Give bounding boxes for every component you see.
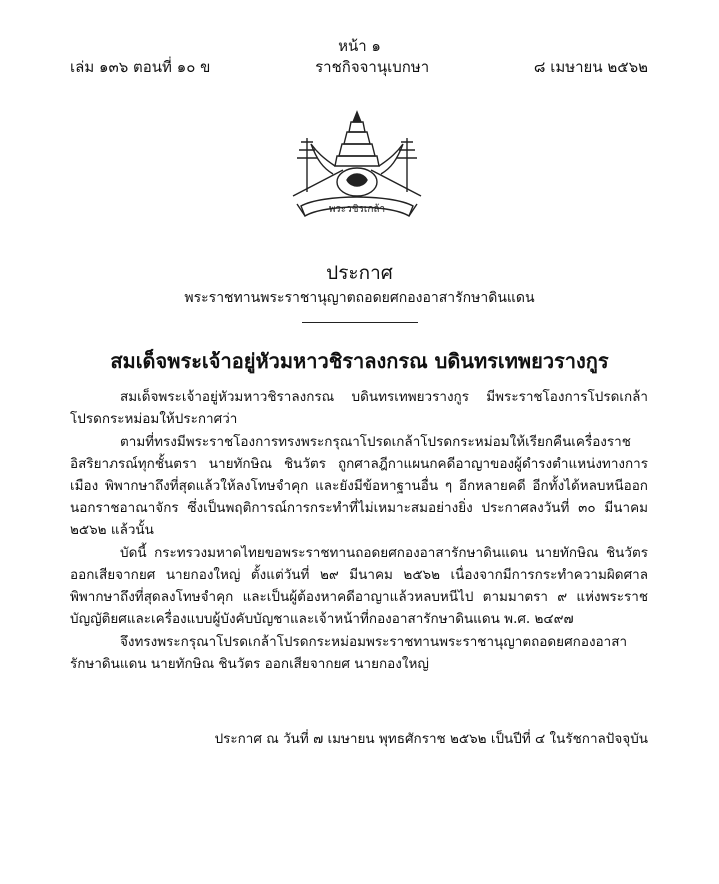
emblem-ribbon-text: พระวชิรเกล้า xyxy=(328,204,386,215)
king-title: สมเด็จพระเจ้าอยู่หัวมหาวชิราลงกรณ บดินทรเทพยวรางกูร xyxy=(110,349,609,373)
gazette-name: ราชกิจจานุเบกษา xyxy=(315,58,430,76)
gazette-header xyxy=(70,55,648,79)
volume-issue: เล่ม ๑๓๖ ตอนที่ ๑๐ ข xyxy=(70,58,211,76)
page-number: หน้า ๑ xyxy=(338,37,381,55)
announcement-body xyxy=(70,386,648,676)
paragraph-3: บัดนี้ กระทรวงมหาดไทยขอพระราชทานถอดยศกองอาสารักษาดินแดน นายทักษิณ ชินวัตร ออกเสียจากยศ นายกองใหญ่ ตั้งแต่วันที่ ๒๙ มีนาคม ๒๕๖๒ เนื่องจากมีการกระทำความผิดศาลพิพากษาถึงที่สุดลงโทษจำคุก และเป็นผู้ต้องหาคดีอาญาแล้วหลบหนีไป ตามมาตรา ๙ แห่งพระราชบัญญัติยศและเครื่องแบบผู้บังคับบัญชาและเจ้าหน้าที่กองอาสารักษาดินแดน พ.ศ. ๒๔๙๗ xyxy=(70,545,648,627)
divider xyxy=(302,322,418,323)
announcement-title: ประกาศ xyxy=(326,262,393,284)
paragraph-1: สมเด็จพระเจ้าอยู่หัวมหาวชิราลงกรณ บดินทรเทพยวรางกูร มีพระราชโองการโปรดเกล้าโปรดกระหม่อมให้ประกาศว่า xyxy=(70,389,648,427)
paragraph-2: ตามที่ทรงมีพระราชโองการทรงพระกรุณาโปรดเกล้าโปรดกระหม่อมให้เรียกคืนเครื่องราชอิสริยาภรณ์ทุกชั้นตรา นายทักษิณ ชินวัตร ถูกศาลฎีกาแผนกคดีอาญาของผู้ดำรงตำแหน่งทางการเมือง พิพากษาถึงที่สุดแล้วให้ลงโทษจำคุก และยังมีข้อหาฐานอื่น ๆ อีกหลายคดี อีกทั้งได้หลบหนีออกนอกราชอาณาจักร ซึ่งเป็นพฤติการณ์การกระทำที่ไม่เหมาะสมอย่างยิ่ง ประกาศลงวันที่ ๓๐ มีนาคม ๒๕๖๒ แล้วนั้น xyxy=(70,434,648,538)
royal-cypher-emblem-icon xyxy=(283,108,431,228)
proclamation-date: ประกาศ ณ วันที่ ๗ เมษายน พุทธศักราช ๒๕๖๒ เป็นปีที่ ๔ ในรัชกาลปัจจุบัน xyxy=(214,731,648,747)
gazette-date: ๘ เมษายน ๒๕๖๒ xyxy=(533,58,648,76)
paragraph-4: จึงทรงพระกรุณาโปรดเกล้าโปรดกระหม่อมพระราชทานพระราชานุญาตถอดยศกองอาสารักษาดินแดน นายทักษิณ ชินวัตร ออกเสียจากยศ นายกองใหญ่ xyxy=(70,634,628,672)
announcement-subtitle: พระราชทานพระราชานุญาตถอดยศกองอาสารักษาดินแดน xyxy=(184,290,535,306)
